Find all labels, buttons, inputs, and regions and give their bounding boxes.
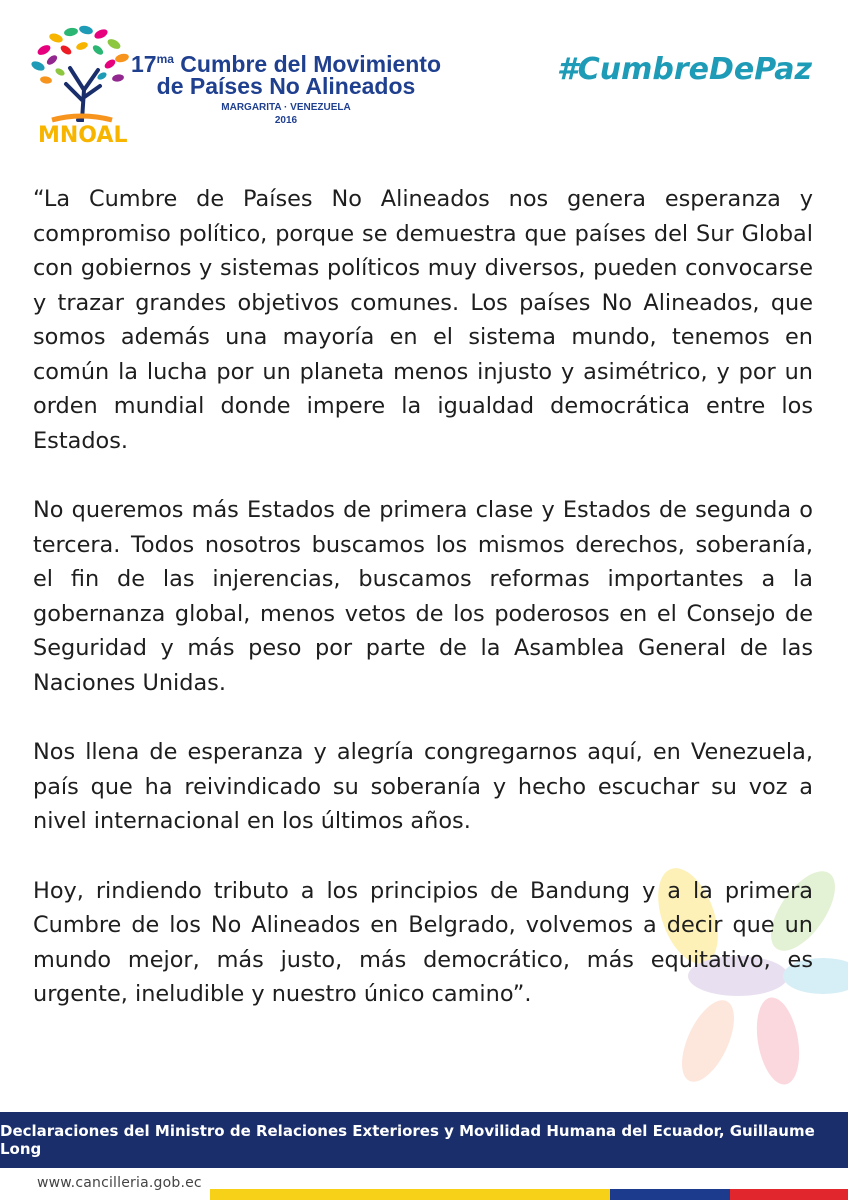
svg-text:MNOAL: MNOAL bbox=[38, 123, 128, 148]
summit-title-line2: de Países No Alineados bbox=[156, 73, 416, 99]
summit-place: MARGARITA · VENEZUELA bbox=[221, 102, 351, 113]
flag-stripe-yellow bbox=[210, 1189, 610, 1200]
summit-title-line1: $17^{ma}$ Cumbre del Movimiento bbox=[130, 51, 442, 77]
quote-body bbox=[33, 182, 813, 1047]
quote-paragraph: “La Cumbre de Países No Alineados nos genera esperanza y compromiso político, porque se demuestra que países del Sur Global con gobiernos y sistemas políticos muy diversos, pueden convocarse y trazar grandes objetivos comunes. Los países No Alineados, que somos además una mayoría en el sistema mundo, tenemos en común la lucha por un planeta menos injusto y asimétrico, y por un orden mundial donde impere la igualdad democrática entre los Estados. bbox=[33, 186, 813, 454]
website-link[interactable]: www.cancilleria.gob.ec bbox=[37, 1175, 202, 1191]
summit-year: 2016 bbox=[274, 115, 298, 126]
quote-paragraph: Hoy, rindiendo tributo a los principios de Bandung y a la primera Cumbre de los No Alineados en Belgrado, volvemos a decir que un mundo mejor, más justo, más democrático, más equitativo, es urgente, ineludible y nuestro único camino”. bbox=[33, 877, 813, 1007]
attribution-bar bbox=[0, 1112, 848, 1168]
mnoal-wordmark bbox=[38, 120, 134, 148]
quote-paragraph: No queremos más Estados de primera clase y Estados de segunda o tercera. Todos nosotros buscamos los mismos derechos, soberanía, el fin de las injerencias, buscamos reformas importantes a la gobernanza global, menos vetos de los poderosos en el Consejo de Seguridad y más peso por parte de la Asamblea General de las Naciones Unidas. bbox=[33, 497, 813, 696]
flag-stripe-blue bbox=[610, 1189, 730, 1200]
summit-title bbox=[116, 48, 456, 127]
quote-paragraph: Nos llena de esperanza y alegría congregarnos aquí, en Venezuela, país que ha reivindicado su soberanía y hecho escuchar su voz a nivel internacional en los últimos años. bbox=[33, 739, 813, 834]
attribution-text: Declaraciones del Ministro de Relaciones Exteriores y Movilidad Humana del Ecuador, Guillaume Long bbox=[0, 1122, 815, 1158]
hashtag: #CumbreDePaz bbox=[556, 52, 812, 87]
flag-stripe-red bbox=[730, 1189, 848, 1200]
